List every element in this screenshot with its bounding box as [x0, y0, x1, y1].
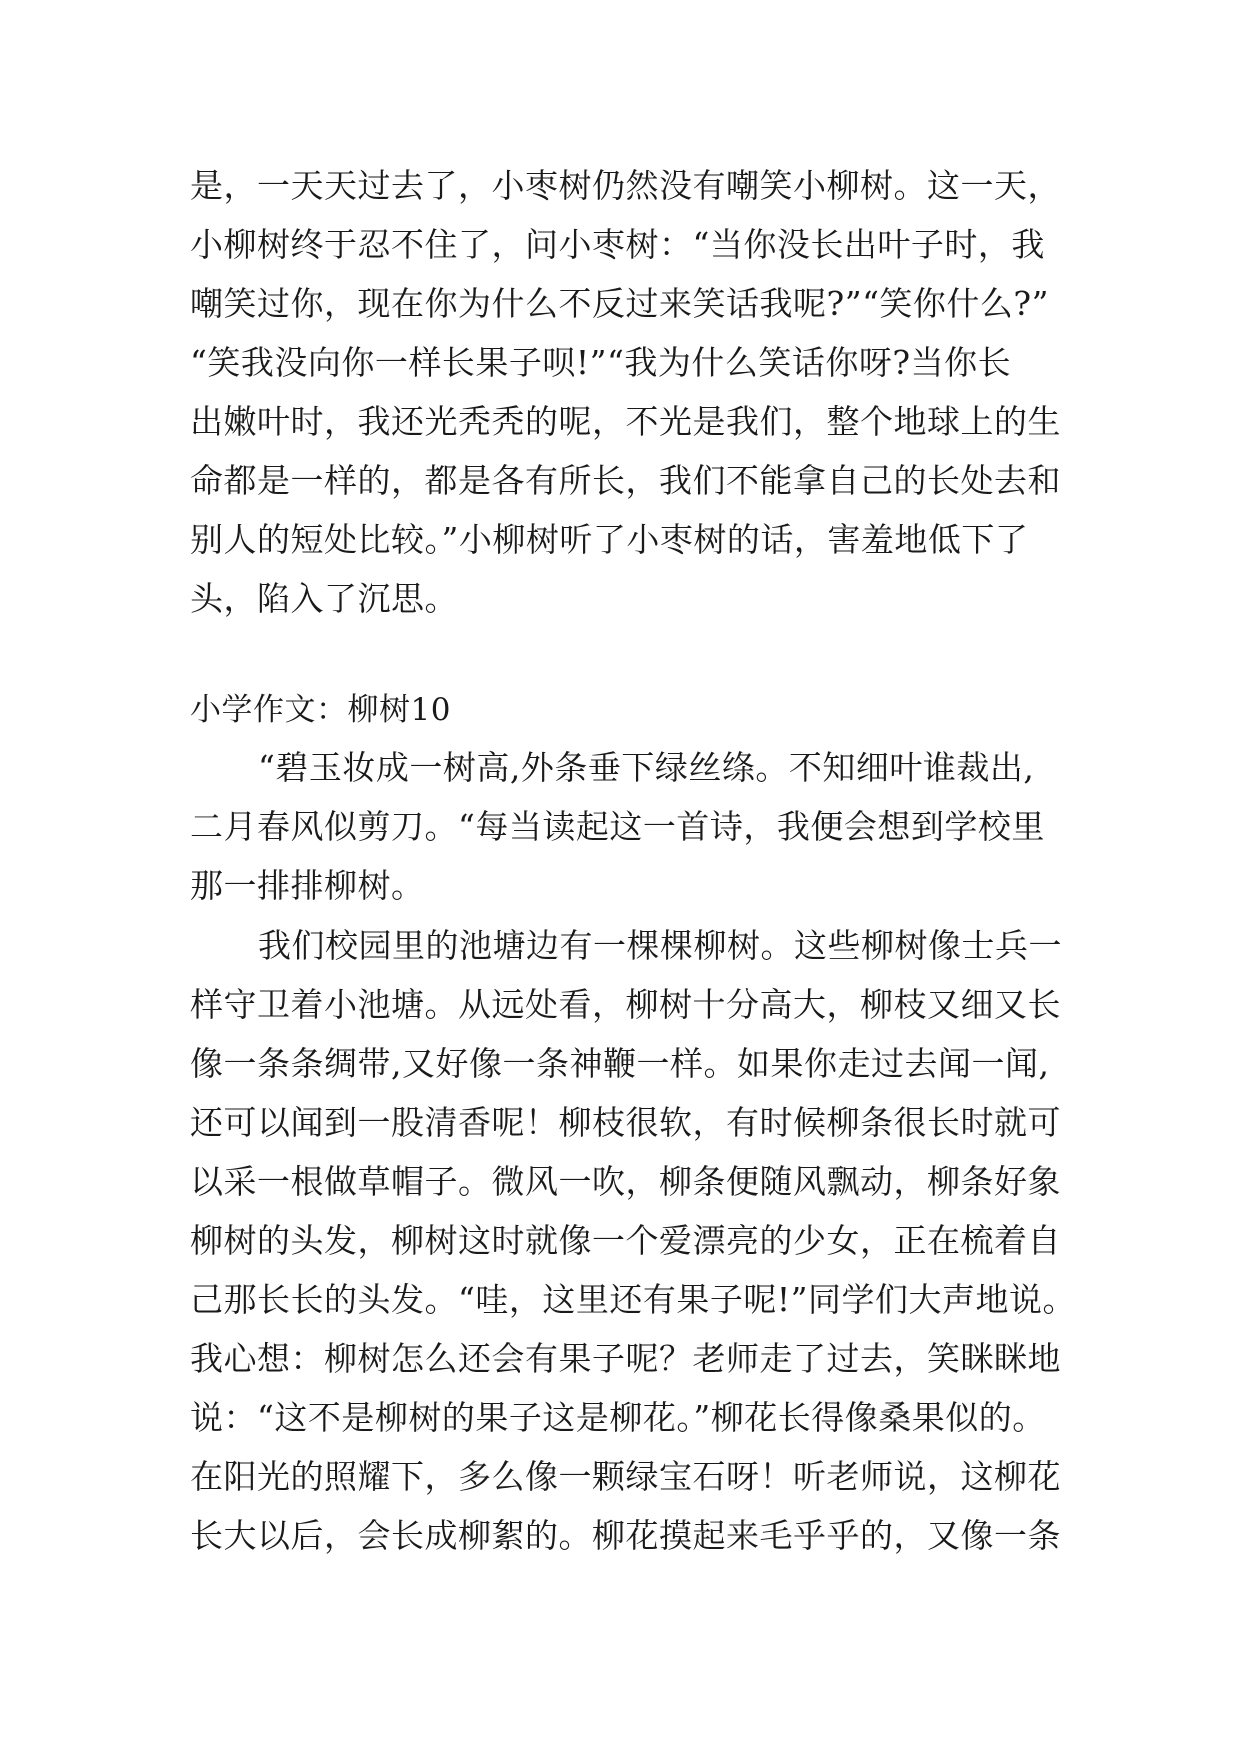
text-line: 以采一根做草帽子。微风一吹，柳条便随风飘动，柳条好象	[190, 1162, 1061, 1201]
text-line: 是，一天天过去了，小枣树仍然没有嘲笑小柳树。这一天，	[190, 166, 1061, 205]
text-line: 还可以闻到一股清香呢！柳枝很软，有时候柳条很长时就可	[190, 1103, 1061, 1142]
text-line: 像一条条绸带,又好像一条神鞭一样。如果你走过去闻一闻,	[190, 1044, 1050, 1083]
text-line: 长大以后，会长成柳絮的。柳花摸起来毛乎乎的，又像一条	[190, 1516, 1061, 1555]
text-line: 别人的短处比较。”小柳树听了小枣树的话，害羞地低下了	[190, 520, 1029, 559]
text-line: “碧玉妆成一树高,外条垂下绿丝绦。不知细叶谁裁出,	[258, 748, 1035, 787]
text-line: 样守卫着小池塘。从远处看，柳树十分高大，柳枝又细又长	[190, 985, 1061, 1024]
text-line: 二月春风似剪刀。“每当读起这一首诗，我便会想到学校里	[190, 807, 1045, 846]
text-line: 小柳树终于忍不住了，问小枣树：“当你没长出叶子时，我	[190, 225, 1045, 264]
section-title: 小学作文：柳树10	[190, 692, 451, 728]
text-line: 我们校园里的池塘边有一棵棵柳树。这些柳树像士兵一	[258, 926, 1062, 965]
text-line: 我心想：柳树怎么还会有果子呢？老师走了过去，笑眯眯地	[190, 1339, 1061, 1378]
text-line: 命都是一样的，都是各有所长，我们不能拿自己的长处去和	[190, 461, 1061, 500]
text-line: 己那长长的头发。“哇，这里还有果子呢!”同学们大声地说。	[190, 1280, 1077, 1319]
text-line: 说：“这不是柳树的果子这是柳花。”柳花长得像桑果似的。	[190, 1398, 1046, 1437]
text-line: 柳树的头发，柳树这时就像一个爱漂亮的少女，正在梳着自	[190, 1221, 1061, 1260]
text-line: 出嫩叶时，我还光秃秃的呢，不光是我们，整个地球上的生	[190, 402, 1061, 441]
text-line: 嘲笑过你，现在你为什么不反过来笑话我呢?”“笑你什么?”	[190, 284, 1049, 323]
text-line: “笑我没向你一样长果子呗!”“我为什么笑话你呀?当你长	[190, 343, 1012, 382]
text-line: 那一排排柳树。	[190, 866, 425, 905]
text-line: 在阳光的照耀下，多么像一颗绿宝石呀！听老师说，这柳花	[190, 1457, 1061, 1496]
text-line: 头，陷入了沉思。	[190, 579, 458, 618]
